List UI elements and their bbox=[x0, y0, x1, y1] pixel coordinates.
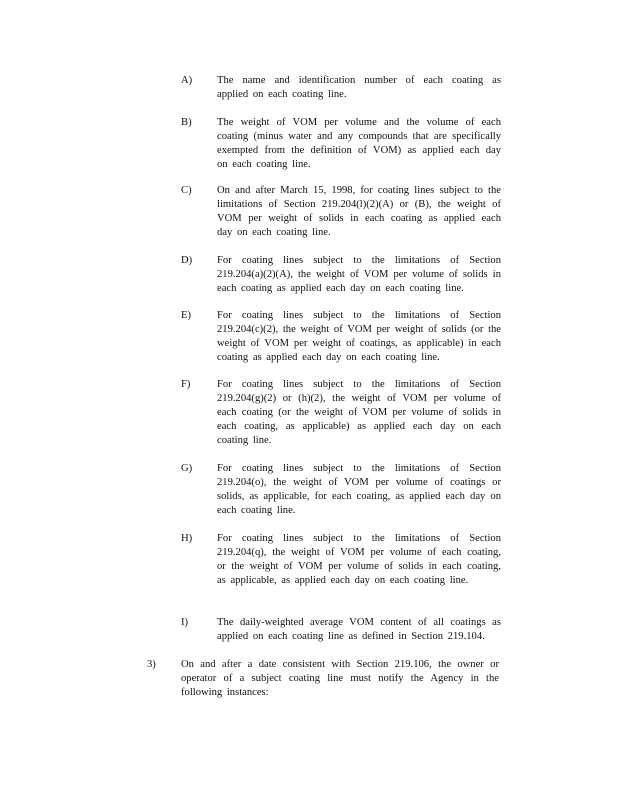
item-text: The name and identification number of each coating as applied on each coating line. bbox=[217, 75, 501, 100]
item-text: On and after a date consistent with Section 219.106, the owner or operator of a subject coating line must notify the Agency in the following instances: bbox=[181, 659, 499, 698]
item-text: The daily-weighted average VOM content of all coatings as applied on each coating line as defined in Section 219.104. bbox=[217, 617, 501, 642]
item-text: For coating lines subject to the limitations of Section 219.204(q), the weight of VOM per volume of each coating, or the weight of VOM per volume of solids in each coating, as applicable, as applied each day on each coating line. bbox=[217, 533, 501, 586]
item-label: I) bbox=[181, 617, 189, 628]
item-text: The weight of VOM per volume and the volume of each coating (minus water and any compounds that are specifically exempted from the definition of VOM) as applied each day on each coating line. bbox=[217, 117, 501, 170]
item-label: C) bbox=[181, 185, 192, 196]
item-label: A) bbox=[181, 75, 193, 86]
item-text: On and after March 15, 1998, for coating lines subject to the limitations of Section 219.204(l)(2)(A) or (B), the weight of VOM per weight of solids in each coating as applied each day on each coating line. bbox=[217, 185, 501, 238]
item-text: For coating lines subject to the limitations of Section 219.204(c)(2), the weight of VOM per weight of solids (or the weight of VOM per weight of coatings, as applicable) in each coating as applied each day on each coating line. bbox=[217, 310, 502, 363]
item-label: B) bbox=[181, 117, 192, 128]
item-label: G) bbox=[181, 463, 193, 474]
item-text: For coating lines subject to the limitations of Section 219.204(o), the weight of VOM per volume of coatings or solids, as applicable, for each coating, as applied each day on each coating line. bbox=[217, 463, 501, 516]
item-text: For coating lines subject to the limitations of Section 219.204(a)(2)(A), the weight of VOM per volume of solids in each coating as applied each day on each coating line. bbox=[217, 255, 501, 294]
item-label: D) bbox=[181, 255, 193, 266]
item-label: H) bbox=[181, 533, 193, 544]
item-label: E) bbox=[181, 310, 191, 321]
item-label: F) bbox=[181, 379, 191, 390]
item-text: For coating lines subject to the limitations of Section 219.204(g)(2) or (h)(2), the weight of VOM per volume of each coating (or the weight of VOM per volume of solids in each coating, as applicable) as applied each day on each coating line. bbox=[217, 379, 501, 446]
item-label: 3) bbox=[147, 659, 156, 670]
